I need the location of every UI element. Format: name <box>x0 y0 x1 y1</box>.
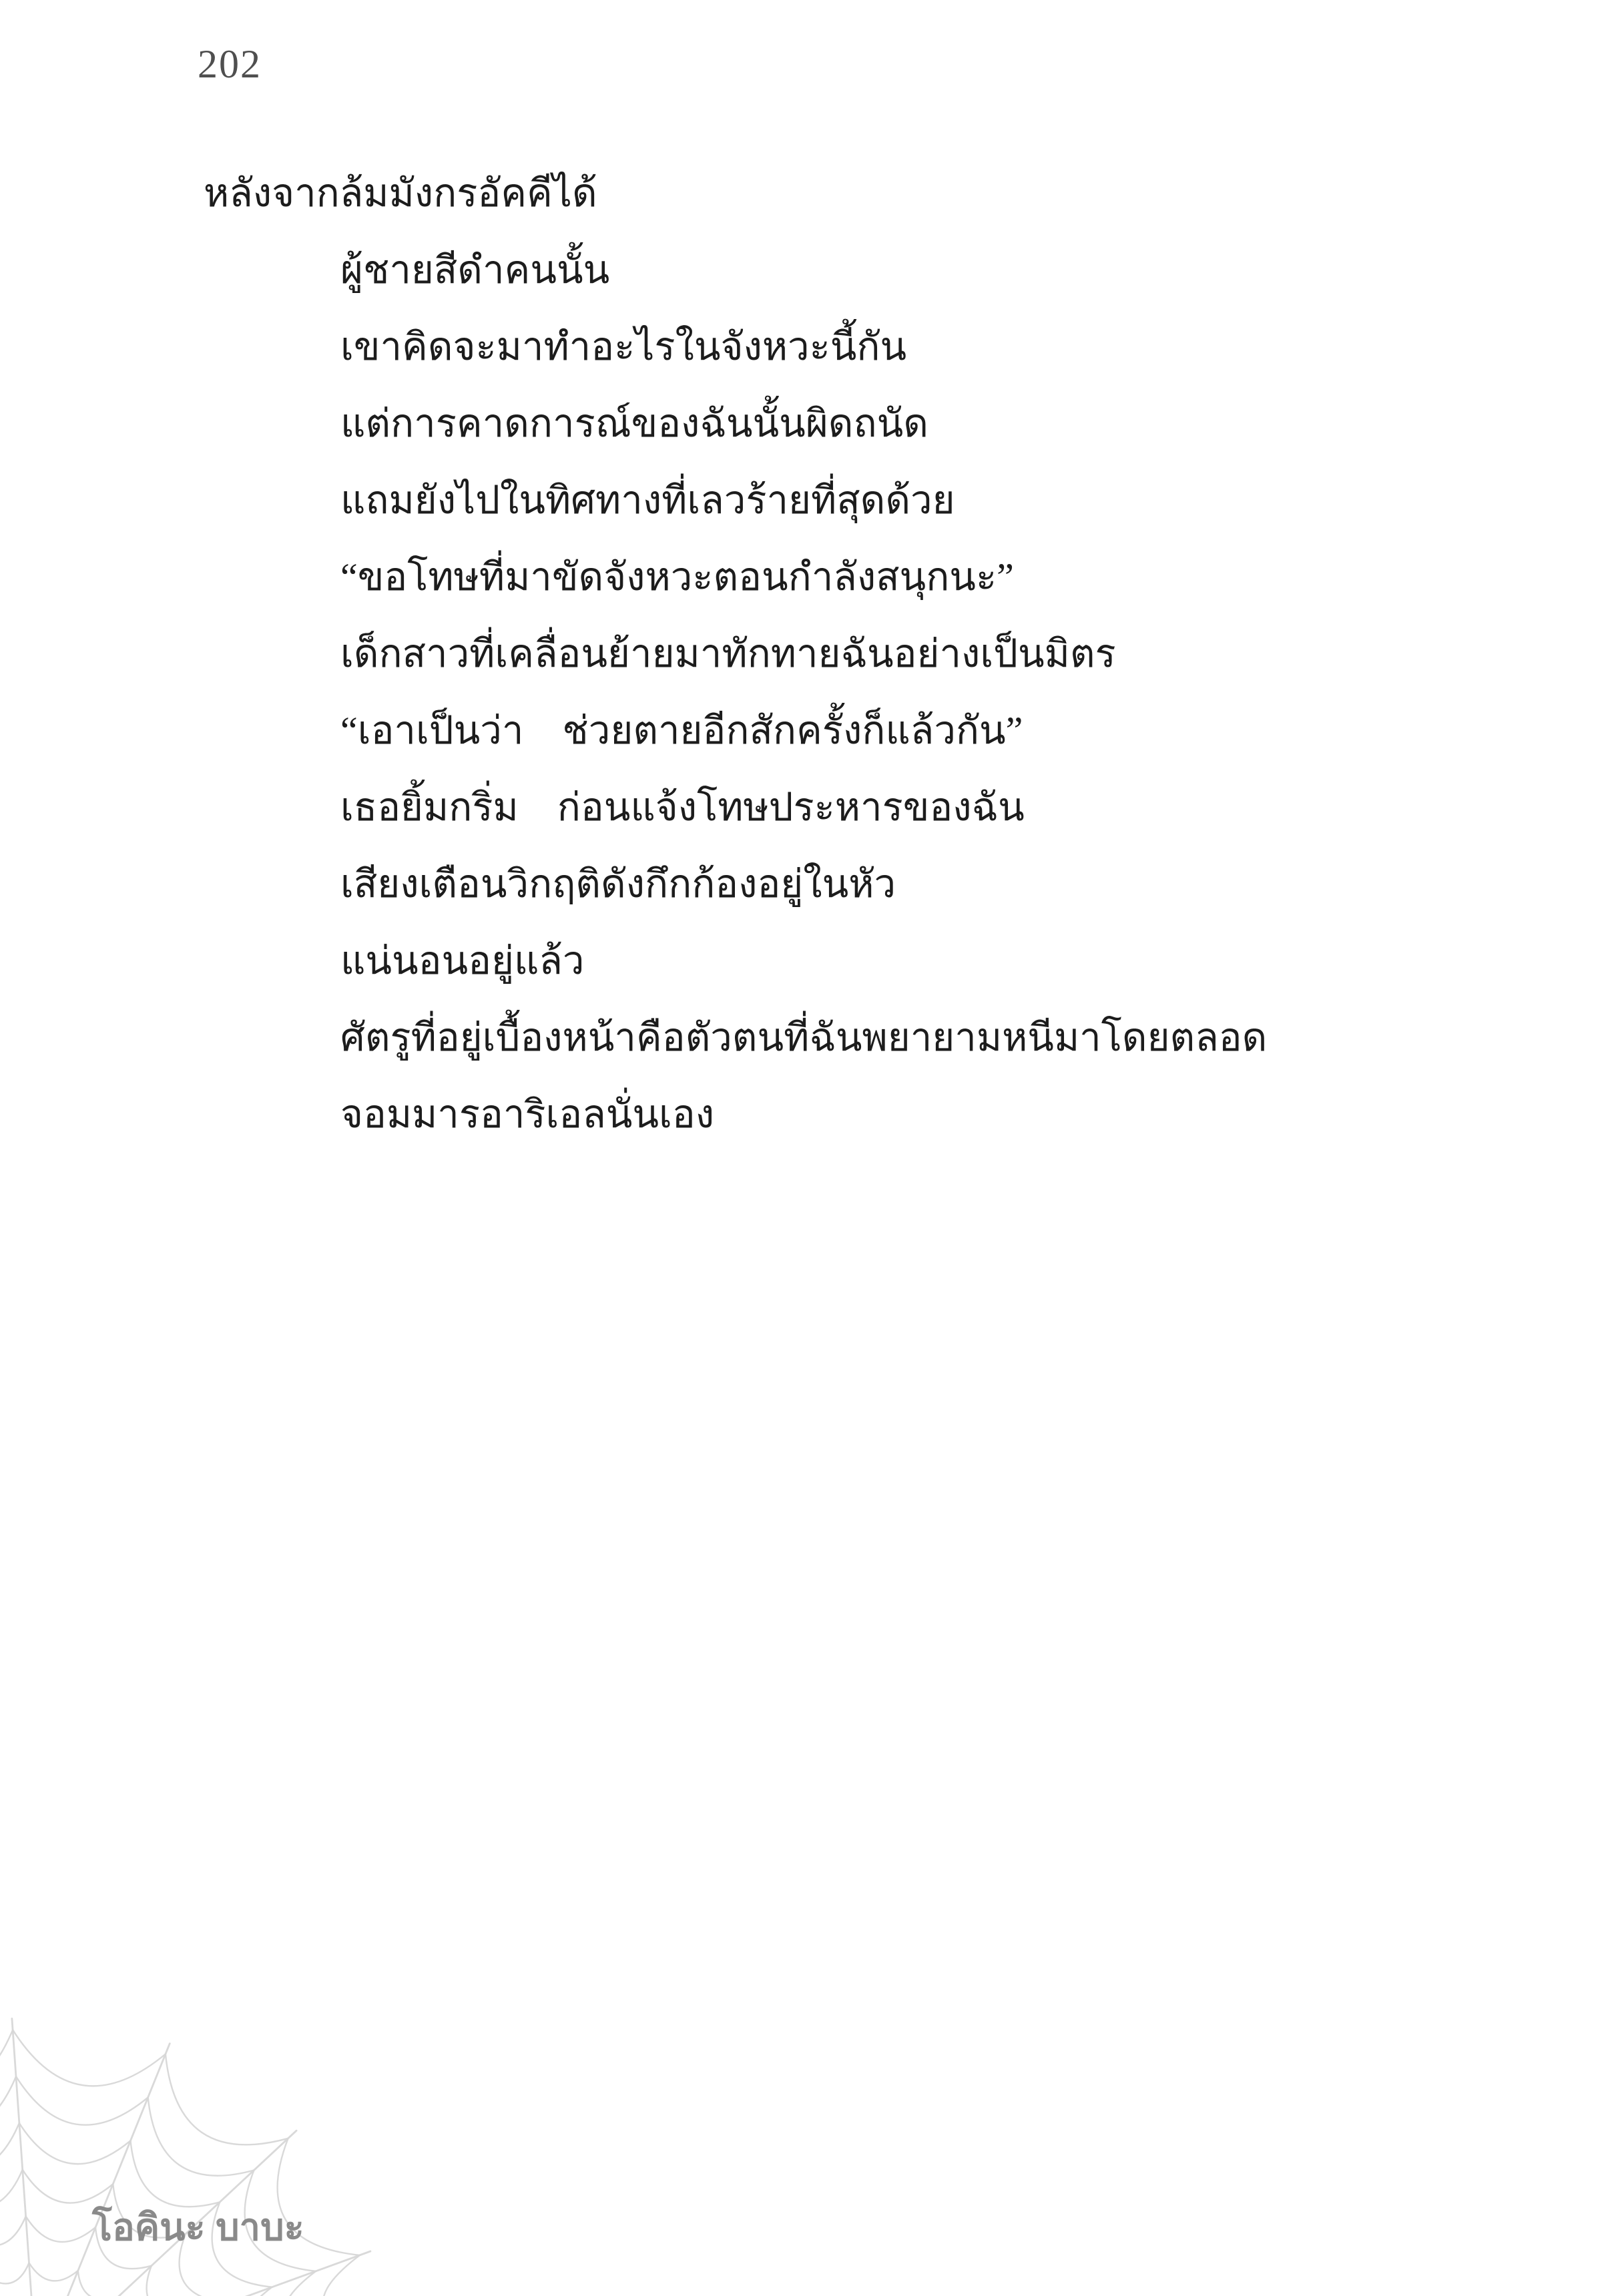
text-line: แต่การคาดการณ์ของฉันนั้นผิดถนัด <box>340 402 928 445</box>
text-line: ศัตรูที่อยู่เบื้องหน้าคือตัวตนที่ฉันพยายามหนีมาโดยตลอด <box>340 1016 1268 1059</box>
text-line: เด็กสาวที่เคลื่อนย้ายมาทักทายฉันอย่างเป็นมิตร <box>340 632 1116 675</box>
author-watermark: โอคินะ บาบะ <box>92 2206 304 2248</box>
text-line: “ขอโทษที่มาขัดจังหวะตอนกำลังสนุกนะ” <box>340 555 1014 599</box>
story-text-block <box>204 155 1472 1153</box>
text-line: เขาคิดจะมาทำอะไรในจังหวะนี้กัน <box>340 325 907 368</box>
text-line: จอมมารอาริเอลนั่นเอง <box>340 1093 715 1136</box>
text-line: ผู้ชายสีดำคนนั้น <box>340 248 610 292</box>
text-line: “เอาเป็นว่า ช่วยตายอีกสักครั้งก็แล้วกัน” <box>340 709 1023 752</box>
text-line: เธอยิ้มกริ่ม ก่อนแจ้งโทษประหารของฉัน <box>340 786 1025 829</box>
text-line: แถมยังไปในทิศทางที่เลวร้ายที่สุดด้วย <box>340 479 955 522</box>
text-line: เสียงเตือนวิกฤติดังกึกก้องอยู่ในหัว <box>340 862 896 906</box>
text-line: แน่นอนอยู่แล้ว <box>340 939 585 982</box>
page-number: 202 <box>198 42 262 86</box>
text-line: หลังจากล้มมังกรอัคคีได้ <box>204 172 597 215</box>
